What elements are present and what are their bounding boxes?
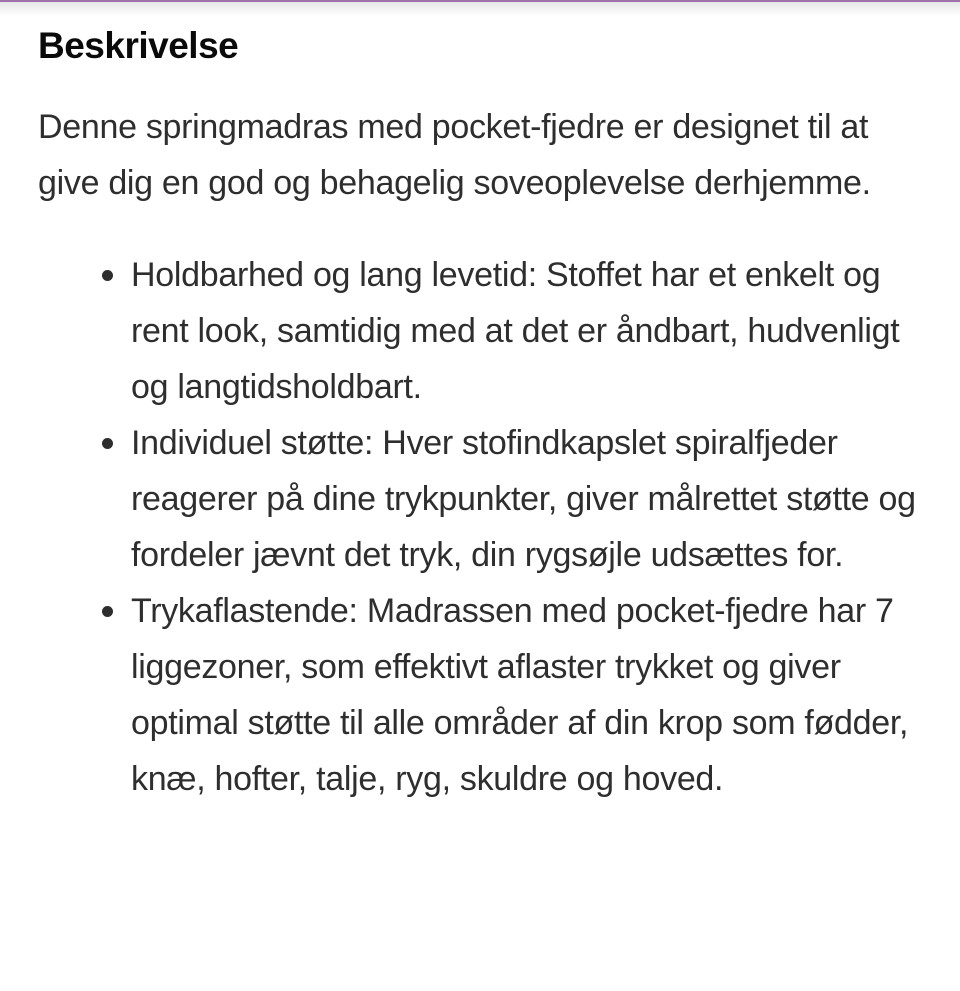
bullet-icon <box>102 438 113 449</box>
description-section <box>38 22 938 807</box>
bullet-icon <box>102 606 113 617</box>
feature-text: Trykaflastende: Madrassen med pocket-fjedre har 7 liggezoner, som effektivt aflaster trykket og giver optimal støtte til alle områder af din krop som fødder, knæ, hofter, talje, ryg, skuldre og hoved. <box>131 592 909 798</box>
bullet-icon <box>102 270 113 281</box>
feature-item <box>131 583 931 807</box>
feature-text: Individuel støtte: Hver stofindkapslet spiralfjeder reagerer på dine trykpunkter, giver målrettet støtte og fordeler jævnt det tryk, din rygsøjle udsættes for. <box>131 424 916 574</box>
section-title: Beskrivelse <box>38 25 239 66</box>
feature-list <box>38 247 938 807</box>
feature-text: Holdbarhed og lang levetid: Stoffet har et enkelt og rent look, samtidig med at det er åndbart, hudvenligt og langtidsholdbart. <box>131 256 900 406</box>
intro-paragraph: Denne springmadras med pocket-fjedre er designet til at give dig en god og behagelig soveoplevelse derhjemme. <box>38 108 871 202</box>
feature-item <box>131 247 931 415</box>
header-shadow <box>0 2 960 16</box>
feature-item <box>131 415 931 583</box>
